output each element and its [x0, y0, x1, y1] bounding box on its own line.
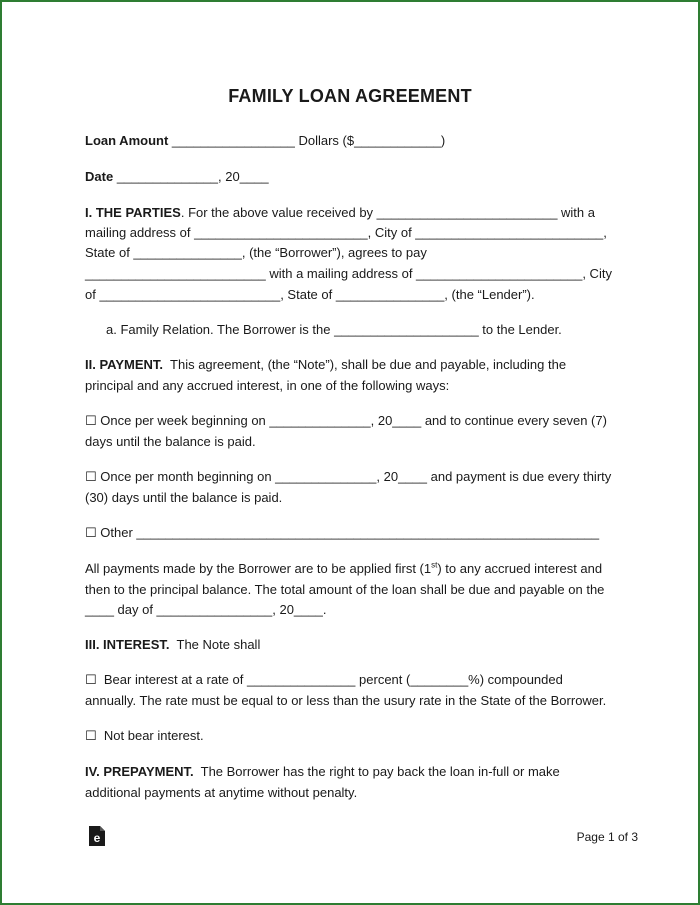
weekly-option-line-2: days until the balance is paid. — [85, 434, 256, 449]
weekly-option-text: Once per week beginning on ______________, 20____ and to continue every seven (7) — [100, 413, 607, 428]
page-number: Page 1 of 3 — [576, 830, 638, 844]
monthly-checkbox[interactable]: ☐ — [85, 469, 97, 484]
payments-applied-text-a: All payments made by the Borrower are to be applied first (1 — [85, 561, 432, 576]
no-interest-line — [85, 725, 645, 746]
bear-interest-checkbox[interactable]: ☐ — [85, 672, 97, 687]
prepayment-heading: IV. PREPAYMENT. — [85, 764, 194, 779]
bear-interest-line-2: annually. The rate must be equal to or less than the usury rate in the State of the Borrower. — [85, 693, 607, 708]
no-interest-checkbox[interactable]: ☐ — [85, 728, 97, 743]
family-relation-line: a. Family Relation. The Borrower is the ____________________ to the Lender. — [106, 322, 562, 337]
loan-amount-dollars: Dollars ($____________) — [298, 133, 446, 148]
date-label: Date — [85, 169, 114, 184]
document-title: FAMILY LOAN AGREEMENT — [228, 86, 472, 106]
payment-line-1 — [85, 354, 645, 375]
parties-heading: I. THE PARTIES — [85, 205, 181, 220]
payments-applied-line-2: then to the principal balance. The total amount of the loan shall be due and payable on the — [85, 582, 605, 597]
other-option-text: Other ________________________________________________________________ — [100, 525, 600, 540]
payment-heading: II. PAYMENT. — [85, 357, 164, 372]
parties-line-2: mailing address of ________________________, City of __________________________, — [85, 225, 607, 240]
parties-line-4: _________________________ with a mailing address of _______________________, City — [85, 266, 612, 281]
svg-text:e: e — [93, 831, 101, 845]
weekly-option-line-1 — [85, 410, 645, 431]
payments-applied-line-1 — [85, 558, 645, 579]
interest-intro: The Note shall — [176, 637, 261, 652]
bear-interest-text: Bear interest at a rate of _______________ percent (________%) compounded — [103, 672, 563, 687]
other-option-line — [85, 522, 645, 543]
date-blank: ______________, 20____ — [116, 169, 269, 184]
prepayment-text-1: The Borrower has the right to pay back the loan in-full or make — [200, 764, 560, 779]
weekly-checkbox[interactable]: ☐ — [85, 413, 97, 428]
parties-text-1: For the above value received by _________________________ with a — [188, 205, 595, 220]
interest-line — [85, 634, 645, 655]
eforms-logo-icon — [88, 825, 106, 847]
prepayment-line-2: additional payments at anytime without penalty. — [85, 785, 358, 800]
date-line — [85, 166, 645, 187]
monthly-option-line-2: (30) days until the balance is paid. — [85, 490, 283, 505]
bear-interest-line-1 — [85, 669, 645, 690]
payments-applied-text-b: ) to any accrued interest and — [437, 561, 603, 576]
monthly-option-line-1 — [85, 466, 645, 487]
monthly-option-text: Once per month beginning on ______________, 20____ and payment is due every thirty — [100, 469, 612, 484]
loan-amount-blank: _________________ — [171, 133, 295, 148]
payment-line-2: principal and any accrued interest, in one of the following ways: — [85, 378, 450, 393]
loan-amount-label: Loan Amount — [85, 133, 169, 148]
parties-line-1: I. THE PARTIES. For the above value received by _________________________ with a — [85, 205, 595, 220]
prepayment-line-1 — [85, 761, 645, 782]
parties-line-3: State of _______________, (the “Borrower”), agrees to pay — [85, 245, 427, 260]
payments-applied-line-3: ____ day of ________________, 20____. — [85, 602, 327, 617]
loan-amount-line — [85, 130, 645, 151]
payment-text-1: This agreement, (the “Note”), shall be due and payable, including the — [170, 357, 567, 372]
first-superscript: st — [431, 560, 438, 570]
no-interest-text: Not bear interest. — [103, 728, 204, 743]
parties-line-5: of _________________________, State of _______________, (the “Lender”). — [85, 287, 535, 302]
interest-heading: III. INTEREST. — [85, 637, 170, 652]
other-checkbox[interactable]: ☐ — [85, 525, 97, 540]
